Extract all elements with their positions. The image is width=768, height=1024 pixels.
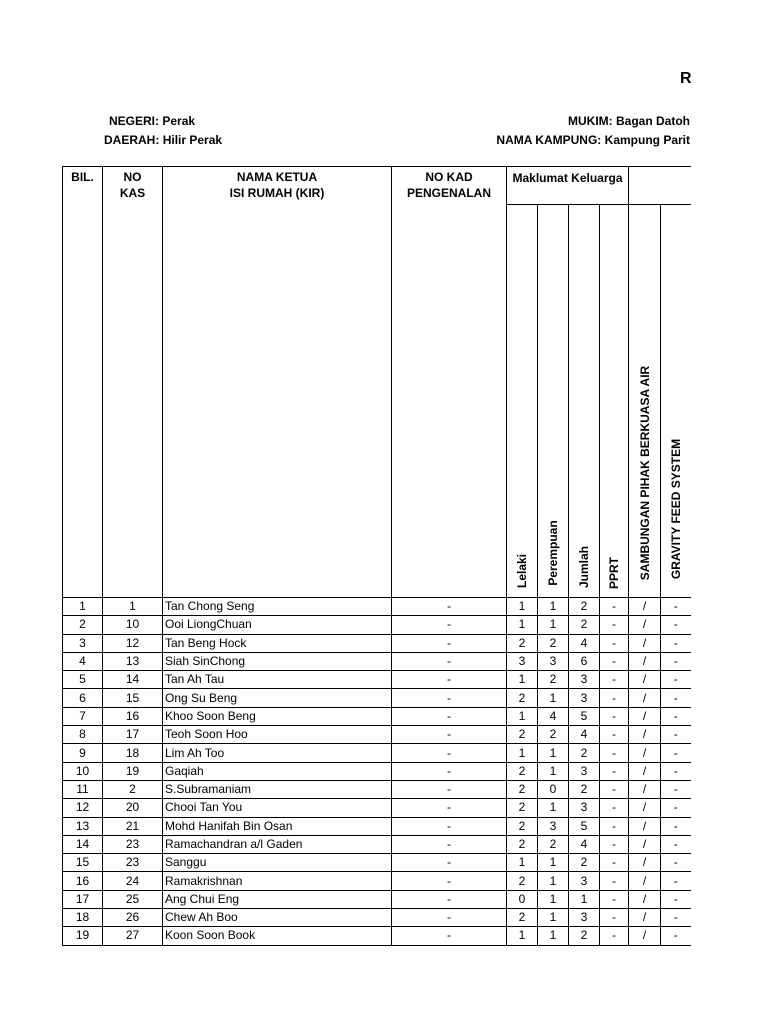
cell-bil: 3 xyxy=(63,634,103,652)
cell-kad: - xyxy=(392,854,507,872)
cell-bil: 5 xyxy=(63,671,103,689)
cell-perempuan: 2 xyxy=(538,634,569,652)
kampung-line xyxy=(496,133,690,147)
cell-pprt: - xyxy=(600,780,629,798)
table-row xyxy=(63,817,691,835)
cell-bil: 10 xyxy=(63,762,103,780)
cell-sambungan: / xyxy=(629,726,661,744)
cell-perempuan: 1 xyxy=(538,689,569,707)
table-row xyxy=(63,780,691,798)
cell-kas: 24 xyxy=(103,872,163,890)
cell-jumlah: 2 xyxy=(569,854,600,872)
cell-nama: Chew Ah Boo xyxy=(163,909,392,927)
cell-gravity: - xyxy=(661,872,691,890)
cell-perempuan: 1 xyxy=(538,799,569,817)
cell-kad: - xyxy=(392,689,507,707)
cell-bil: 14 xyxy=(63,835,103,853)
cell-kad: - xyxy=(392,927,507,945)
cell-bil: 12 xyxy=(63,799,103,817)
cell-jumlah: 4 xyxy=(569,726,600,744)
table-row xyxy=(63,890,691,908)
col-maklumat-header: Maklumat Keluarga xyxy=(507,167,629,205)
cell-gravity: - xyxy=(661,835,691,853)
col-lelaki-header: Lelaki xyxy=(507,205,538,598)
cell-kad: - xyxy=(392,616,507,634)
cell-gravity: - xyxy=(661,707,691,725)
cell-kad: - xyxy=(392,799,507,817)
cell-pprt: - xyxy=(600,762,629,780)
cell-kas: 19 xyxy=(103,762,163,780)
cell-bil: 9 xyxy=(63,744,103,762)
cell-pprt: - xyxy=(600,744,629,762)
cell-sambungan: / xyxy=(629,762,661,780)
cell-lelaki: 1 xyxy=(507,616,538,634)
cell-pprt: - xyxy=(600,890,629,908)
cell-nama: Sanggu xyxy=(163,854,392,872)
cell-gravity: - xyxy=(661,726,691,744)
cell-kas: 1 xyxy=(103,598,163,616)
cell-nama: Koon Soon Book xyxy=(163,927,392,945)
cell-jumlah: 2 xyxy=(569,616,600,634)
cell-kas: 16 xyxy=(103,707,163,725)
cell-sambungan: / xyxy=(629,817,661,835)
col-bekalan-header xyxy=(629,167,691,205)
cell-kas: 12 xyxy=(103,634,163,652)
cell-kad: - xyxy=(392,671,507,689)
cell-pprt: - xyxy=(600,726,629,744)
table-row xyxy=(63,744,691,762)
cell-lelaki: 2 xyxy=(507,835,538,853)
cell-pprt: - xyxy=(600,652,629,670)
table-row xyxy=(63,707,691,725)
cell-gravity: - xyxy=(661,762,691,780)
cell-kad: - xyxy=(392,817,507,835)
cell-nama: Tan Ah Tau xyxy=(163,671,392,689)
table-row xyxy=(63,854,691,872)
cell-kas: 14 xyxy=(103,671,163,689)
cell-sambungan: / xyxy=(629,671,661,689)
cell-sambungan: / xyxy=(629,890,661,908)
cell-jumlah: 5 xyxy=(569,707,600,725)
cell-perempuan: 3 xyxy=(538,652,569,670)
cell-lelaki: 2 xyxy=(507,634,538,652)
cell-nama: Ong Su Beng xyxy=(163,689,392,707)
table-row xyxy=(63,872,691,890)
cell-gravity: - xyxy=(661,927,691,945)
cell-jumlah: 2 xyxy=(569,780,600,798)
cell-lelaki: 1 xyxy=(507,707,538,725)
cell-nama: Siah SinChong xyxy=(163,652,392,670)
col-jumlah-header: Jumlah xyxy=(569,205,600,598)
cell-sambungan: / xyxy=(629,616,661,634)
cell-sambungan: / xyxy=(629,707,661,725)
cell-perempuan: 0 xyxy=(538,780,569,798)
cell-pprt: - xyxy=(600,872,629,890)
cell-nama: Lim Ah Too xyxy=(163,744,392,762)
cell-perempuan: 3 xyxy=(538,817,569,835)
cell-perempuan: 2 xyxy=(538,671,569,689)
cell-lelaki: 1 xyxy=(507,927,538,945)
cell-sambungan: / xyxy=(629,780,661,798)
col-nama-header: NAMA KETUA ISI RUMAH (KIR) xyxy=(163,167,392,598)
cell-pprt: - xyxy=(600,927,629,945)
cell-gravity: - xyxy=(661,689,691,707)
cell-lelaki: 1 xyxy=(507,671,538,689)
cell-kas: 2 xyxy=(103,780,163,798)
cell-nama: Tan Beng Hock xyxy=(163,634,392,652)
cell-bil: 15 xyxy=(63,854,103,872)
cell-gravity: - xyxy=(661,780,691,798)
kampung-value: Kampung Parit xyxy=(604,133,690,147)
cell-sambungan: / xyxy=(629,744,661,762)
table-row xyxy=(63,652,691,670)
cell-perempuan: 2 xyxy=(538,726,569,744)
cell-perempuan: 1 xyxy=(538,744,569,762)
cell-gravity: - xyxy=(661,652,691,670)
cell-jumlah: 1 xyxy=(569,890,600,908)
cell-kad: - xyxy=(392,909,507,927)
cell-gravity: - xyxy=(661,616,691,634)
cell-kas: 25 xyxy=(103,890,163,908)
col-pprt-header: PPRT xyxy=(600,205,629,598)
cell-jumlah: 2 xyxy=(569,744,600,762)
cell-sambungan: / xyxy=(629,927,661,945)
col-gravity-header: GRAVITY FEED SYSTEM xyxy=(661,205,691,598)
cell-bil: 19 xyxy=(63,927,103,945)
cell-lelaki: 2 xyxy=(507,689,538,707)
cell-kas: 15 xyxy=(103,689,163,707)
cell-sambungan: / xyxy=(629,854,661,872)
cell-pprt: - xyxy=(600,817,629,835)
cell-lelaki: 2 xyxy=(507,872,538,890)
cell-perempuan: 4 xyxy=(538,707,569,725)
cell-jumlah: 4 xyxy=(569,634,600,652)
table-row xyxy=(63,762,691,780)
table-row xyxy=(63,909,691,927)
cell-nama: Mohd Hanifah Bin Osan xyxy=(163,817,392,835)
cell-gravity: - xyxy=(661,854,691,872)
cell-perempuan: 1 xyxy=(538,762,569,780)
cell-kad: - xyxy=(392,726,507,744)
cell-sambungan: / xyxy=(629,872,661,890)
cell-perempuan: 1 xyxy=(538,872,569,890)
cell-perempuan: 1 xyxy=(538,909,569,927)
cell-lelaki: 1 xyxy=(507,854,538,872)
cell-gravity: - xyxy=(661,744,691,762)
cell-perempuan: 1 xyxy=(538,616,569,634)
cell-kas: 26 xyxy=(103,909,163,927)
cell-pprt: - xyxy=(600,598,629,616)
table-row xyxy=(63,598,691,616)
cell-lelaki: 2 xyxy=(507,799,538,817)
cell-kad: - xyxy=(392,762,507,780)
cell-nama: Khoo Soon Beng xyxy=(163,707,392,725)
cell-bil: 18 xyxy=(63,909,103,927)
table-row xyxy=(63,799,691,817)
cell-gravity: - xyxy=(661,799,691,817)
cell-perempuan: 2 xyxy=(538,835,569,853)
cell-perempuan: 1 xyxy=(538,927,569,945)
cell-kas: 23 xyxy=(103,854,163,872)
cell-pprt: - xyxy=(600,854,629,872)
cell-lelaki: 0 xyxy=(507,890,538,908)
cell-jumlah: 3 xyxy=(569,909,600,927)
cell-lelaki: 1 xyxy=(507,598,538,616)
cell-pprt: - xyxy=(600,689,629,707)
cell-jumlah: 2 xyxy=(569,598,600,616)
mukim-value: Bagan Datoh xyxy=(615,114,690,128)
cell-kad: - xyxy=(392,744,507,762)
cell-kad: - xyxy=(392,598,507,616)
cell-nama: Ang Chui Eng xyxy=(163,890,392,908)
cell-gravity: - xyxy=(661,909,691,927)
cell-jumlah: 5 xyxy=(569,817,600,835)
cell-kas: 13 xyxy=(103,652,163,670)
cell-bil: 6 xyxy=(63,689,103,707)
cell-lelaki: 2 xyxy=(507,726,538,744)
cell-sambungan: / xyxy=(629,799,661,817)
negeri-value: Perak xyxy=(162,114,196,128)
cell-perempuan: 1 xyxy=(538,890,569,908)
col-no-kas-header: NO KAS xyxy=(103,167,163,598)
cell-gravity: - xyxy=(661,817,691,835)
table-row xyxy=(63,689,691,707)
table-row xyxy=(63,634,691,652)
cell-sambungan: / xyxy=(629,689,661,707)
cell-pprt: - xyxy=(600,835,629,853)
table-row xyxy=(63,726,691,744)
cell-lelaki: 1 xyxy=(507,744,538,762)
cell-bil: 1 xyxy=(63,598,103,616)
cell-jumlah: 3 xyxy=(569,671,600,689)
cell-kad: - xyxy=(392,890,507,908)
cell-jumlah: 3 xyxy=(569,762,600,780)
mukim-line xyxy=(568,114,690,128)
cell-kas: 21 xyxy=(103,817,163,835)
cell-jumlah: 4 xyxy=(569,835,600,853)
cell-bil: 11 xyxy=(63,780,103,798)
cell-sambungan: / xyxy=(629,598,661,616)
cell-jumlah: 2 xyxy=(569,927,600,945)
table-row xyxy=(63,616,691,634)
cell-jumlah: 3 xyxy=(569,689,600,707)
cell-kas: 23 xyxy=(103,835,163,853)
col-bil-header: BIL. xyxy=(63,167,103,598)
cell-sambungan: / xyxy=(629,652,661,670)
cell-jumlah: 6 xyxy=(569,652,600,670)
cell-gravity: - xyxy=(661,634,691,652)
mukim-label: MUKIM: xyxy=(567,114,613,128)
cell-sambungan: / xyxy=(629,835,661,853)
cell-kas: 18 xyxy=(103,744,163,762)
cell-nama: S.Subramaniam xyxy=(163,780,392,798)
cell-kas: 20 xyxy=(103,799,163,817)
cell-gravity: - xyxy=(661,890,691,908)
cell-lelaki: 2 xyxy=(507,780,538,798)
cell-gravity: - xyxy=(661,671,691,689)
table-row xyxy=(63,835,691,853)
cell-lelaki: 2 xyxy=(507,817,538,835)
kampung-label: NAMA KAMPUNG: xyxy=(496,133,602,147)
cell-bil: 17 xyxy=(63,890,103,908)
col-perempuan-header: Perempuan xyxy=(538,205,569,598)
negeri-line xyxy=(109,114,195,128)
cell-kad: - xyxy=(392,707,507,725)
cell-kad: - xyxy=(392,634,507,652)
cell-pprt: - xyxy=(600,671,629,689)
col-kad-header: NO KAD PENGENALAN xyxy=(392,167,507,598)
cell-kas: 10 xyxy=(103,616,163,634)
cell-kad: - xyxy=(392,780,507,798)
cell-kad: - xyxy=(392,872,507,890)
negeri-label: NEGERI: xyxy=(109,114,160,128)
cell-nama: Gaqiah xyxy=(163,762,392,780)
cell-bil: 13 xyxy=(63,817,103,835)
cell-bil: 2 xyxy=(63,616,103,634)
cell-nama: Chooi Tan You xyxy=(163,799,392,817)
cell-perempuan: 1 xyxy=(538,854,569,872)
cell-kas: 17 xyxy=(103,726,163,744)
page-title: R xyxy=(680,70,692,87)
cell-lelaki: 2 xyxy=(507,762,538,780)
col-sambungan-header: SAMBUNGAN PIHAK BERKUASA AIR xyxy=(629,205,661,598)
cell-nama: Tan Chong Seng xyxy=(163,598,392,616)
cell-kas: 27 xyxy=(103,927,163,945)
cell-kad: - xyxy=(392,652,507,670)
household-table xyxy=(62,166,691,946)
cell-pprt: - xyxy=(600,634,629,652)
cell-kad: - xyxy=(392,835,507,853)
cell-jumlah: 3 xyxy=(569,799,600,817)
cell-pprt: - xyxy=(600,909,629,927)
cell-sambungan: / xyxy=(629,634,661,652)
cell-sambungan: / xyxy=(629,909,661,927)
table-row xyxy=(63,927,691,945)
cell-perempuan: 1 xyxy=(538,598,569,616)
cell-bil: 16 xyxy=(63,872,103,890)
cell-bil: 4 xyxy=(63,652,103,670)
cell-nama: Ramakrishnan xyxy=(163,872,392,890)
cell-lelaki: 3 xyxy=(507,652,538,670)
daerah-value: Hilir Perak xyxy=(162,133,223,147)
cell-bil: 7 xyxy=(63,707,103,725)
cell-pprt: - xyxy=(600,799,629,817)
cell-jumlah: 3 xyxy=(569,872,600,890)
cell-pprt: - xyxy=(600,616,629,634)
daerah-label: DAERAH: xyxy=(104,133,160,147)
cell-lelaki: 2 xyxy=(507,909,538,927)
table-row xyxy=(63,671,691,689)
cell-gravity: - xyxy=(661,598,691,616)
cell-bil: 8 xyxy=(63,726,103,744)
cell-nama: Teoh Soon Hoo xyxy=(163,726,392,744)
cell-nama: Ooi LiongChuan xyxy=(163,616,392,634)
cell-pprt: - xyxy=(600,707,629,725)
daerah-line xyxy=(104,133,222,147)
cell-nama: Ramachandran a/l Gaden xyxy=(163,835,392,853)
